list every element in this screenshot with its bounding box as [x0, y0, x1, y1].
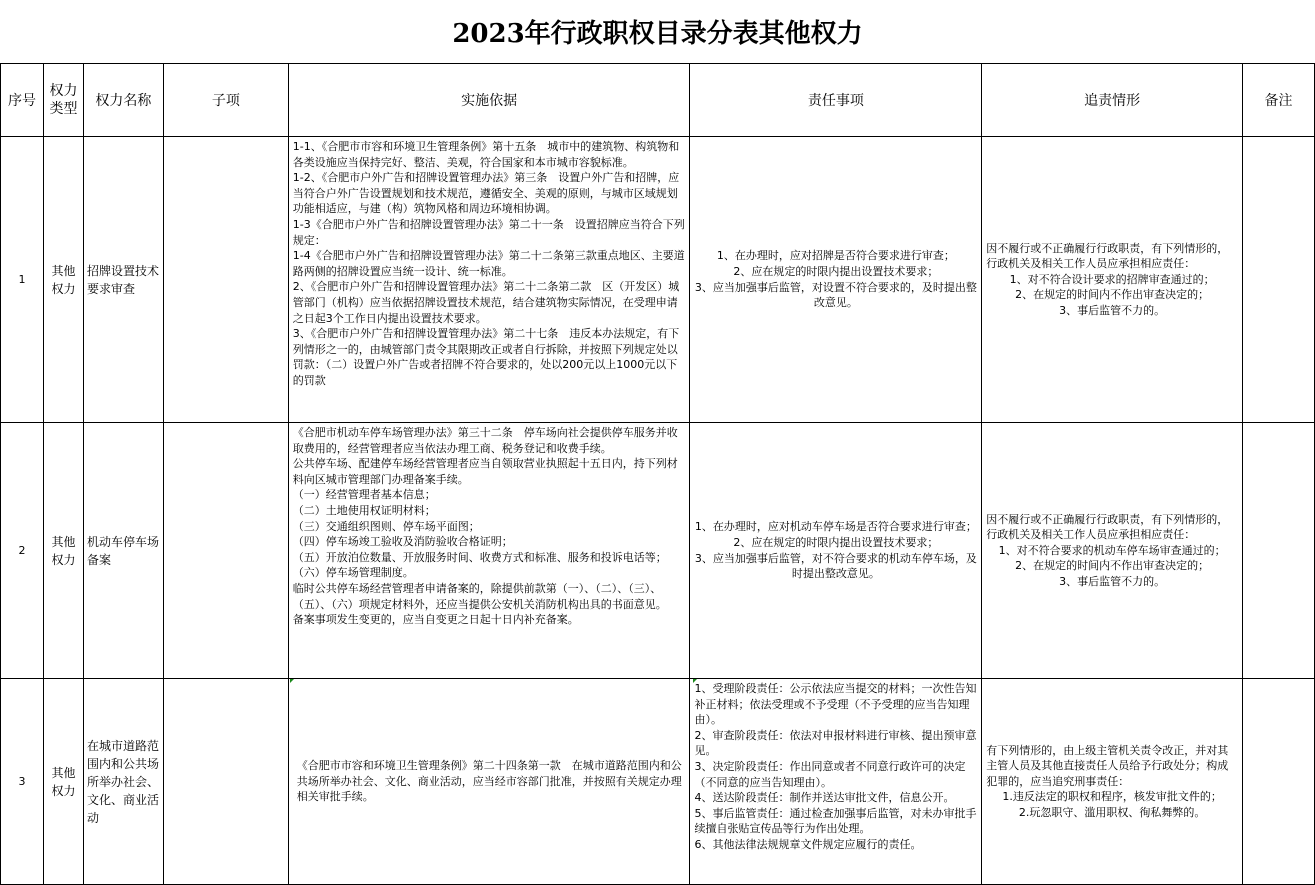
- table-row: [1, 679, 1315, 885]
- header-seq: 序号: [1, 64, 44, 137]
- accountability-line: 有下列情形的，由上级主管机关责令改正，并对其主管人员及其他直接责任人员给予行政处分；构成犯罪的，应当追究刑事责任：: [986, 743, 1229, 788]
- basis-line: （四）停车场竣工验收及消防验收合格证明；: [292, 535, 513, 549]
- row-subitem: [163, 137, 288, 423]
- basis-line: （五）开放泊位数量、开放服务时间、收费方式和标准、服务和投诉电话等；: [292, 550, 667, 564]
- accountability-line: 3、事后监管不力的。: [1059, 574, 1166, 588]
- basis-line: 1-1、《合肥市市容和环境卫生管理条例》第十五条 城市中的建筑物、构筑物和各类设施应当保持完好、整洁、美观，符合国家和本市城市容貌标准。: [292, 140, 680, 169]
- responsibility-line: 2、应在规定的时限内提出设置技术要求；: [733, 264, 939, 278]
- accountability-line: 2、在规定的时间内不作出审查决定的；: [1015, 559, 1210, 573]
- responsibility-line: 2、应在规定的时限内提出设置技术要求；: [733, 535, 939, 549]
- page-title: 2023年行政职权目录分表其他权力: [0, 0, 1315, 64]
- row-seq: 1: [1, 137, 44, 423]
- responsibility-line: 3、应当加强事后监管，对设置不符合要求的，及时提出整改意见。: [694, 280, 977, 310]
- basis-line: 临时公共停车场经营管理者申请备案的，除提供前款第（一）、（二）、（三）、（五）、（六）项规定材料外，还应当提供公安机关消防机构出具的书面意见。: [292, 581, 667, 611]
- accountability-line: 1、对不符合设计要求的招牌审查通过的；: [1009, 272, 1215, 286]
- header-responsibility: 责任事项: [690, 64, 982, 137]
- table-row: [1, 137, 1315, 423]
- row-seq: 2: [1, 423, 44, 679]
- accountability-line: 3、事后监管不力的。: [1059, 303, 1166, 317]
- row-name: 在城市道路范围内和公共场所举办社会、文化、商业活动: [83, 679, 163, 885]
- basis-line: 1-4《合肥市户外广告和招牌设置管理办法》第二十二条第三款重点地区、主要道路两侧的招牌设置应当统一设计、统一标准。: [292, 249, 685, 278]
- row-basis: [288, 423, 690, 679]
- row-type: 其他权力: [43, 137, 83, 423]
- row-seq: 3: [1, 679, 44, 885]
- row-accountability: [982, 423, 1243, 679]
- responsibility-line: 6、其他法律法规规章文件规定应履行的责任。: [694, 837, 922, 851]
- responsibility-line: 5、事后监管责任：通过检查加强事后监管，对未办审批手续擅自张贴宣传品等行为作出处理。: [694, 806, 977, 836]
- header-name: 权力名称: [83, 64, 163, 137]
- basis-line: 《合肥市市容和环境卫生管理条例》第二十四条第一款 在城市道路范围内和公共场所举办社会、文化、商业活动，应当经市容部门批准，并按照有关规定办理相关审批手续。: [296, 759, 682, 804]
- row-subitem: [163, 423, 288, 679]
- basis-line: （一）经营管理者基本信息；: [292, 488, 436, 502]
- row-remarks: [1243, 679, 1315, 885]
- table-row: [1, 423, 1315, 679]
- row-responsibility: [690, 679, 982, 885]
- basis-line: 1-2、《合肥市户外广告和招牌设置管理办法》第三条 设置户外广告和招牌，应当符合户外广告设置规划和技术规范，遵循安全、美观的原则，与城市区域规划功能相适应，与建（构）筑物风格和周边环境相协调。: [292, 171, 680, 216]
- row-name: 机动车停车场备案: [83, 423, 163, 679]
- basis-line: 1-3《合肥市户外广告和招牌设置管理办法》第二十一条 设置招牌应当符合下列规定：: [292, 217, 685, 247]
- header-remarks: 备注: [1243, 64, 1315, 137]
- row-accountability: [982, 679, 1243, 885]
- accountability-line: 因不履行或不正确履行行政职责，有下列情形的，行政机关及相关工作人员应承担相应责任：: [986, 512, 1229, 542]
- responsibility-line: 2、审查阶段责任：依法对申报材料进行审核、提出预审意见。: [694, 728, 977, 758]
- accountability-line: 因不履行或不正确履行行政职责，有下列情形的，行政机关及相关工作人员应承担相应责任：: [986, 241, 1229, 271]
- cell-comment-marker: [693, 679, 697, 683]
- row-name: 招牌设置技术要求审查: [83, 137, 163, 423]
- row-remarks: [1243, 137, 1315, 423]
- row-remarks: [1243, 423, 1315, 679]
- responsibility-line: 1、在办理时，应对机动车停车场是否符合要求进行审查；: [694, 520, 977, 534]
- accountability-line: 1.违反法定的职权和程序，核发审批文件的；: [1002, 790, 1222, 804]
- row-type: 其他权力: [43, 423, 83, 679]
- basis-line: 3、《合肥市户外广告和招牌设置管理办法》第二十七条 违反本办法规定，有下列情形之一的，由城管部门责令其限期改正或者自行拆除，并按照下列规定处以罚款：（二）设置户外广告或者招牌不符合要求的，处以200元以上1000元以下的罚款: [292, 327, 680, 387]
- row-responsibility: [690, 137, 982, 423]
- header-type: 权力类型: [43, 64, 83, 137]
- basis-line: （三）交通组织图则、停车场平面图；: [292, 519, 480, 533]
- header-basis: 实施依据: [288, 64, 690, 137]
- accountability-line: 2、在规定的时间内不作出审查决定的；: [1015, 288, 1210, 302]
- responsibility-line: 4、送达阶段责任：制作并送达审批文件，信息公开。: [694, 791, 955, 805]
- basis-line: 公共停车场、配建停车场经营管理者应当自领取营业执照起十五日内，持下列材料向区城市管理部门办理备案手续。: [292, 457, 678, 486]
- responsibility-line: 3、决定阶段责任：作出同意或者不同意行政许可的决定（不同意的应当告知理由）。: [694, 759, 966, 789]
- basis-line: （六）停车场管理制度。: [292, 566, 414, 580]
- header-accountability: 追责情形: [982, 64, 1243, 137]
- header-subitem: 子项: [163, 64, 288, 137]
- row-subitem: [163, 679, 288, 885]
- accountability-line: 1、对不符合要求的机动车停车场审查通过的；: [998, 543, 1226, 557]
- basis-line: 2、《合肥市户外广告和招牌设置管理办法》第二十二条第二款 区（开发区）城管部门（机构）应当依据招牌设置技术规范，结合建筑物实际情况，在受理申请之日起3个工作日内提出设置技术要求。: [292, 280, 680, 325]
- basis-line: 备案事项发生变更的，应当自变更之日起十日内补充备案。: [292, 613, 579, 627]
- accountability-line: 2.玩忽职守、滥用职权、徇私舞弊的。: [1018, 805, 1206, 819]
- row-responsibility: [690, 423, 982, 679]
- header-row: [1, 64, 1315, 137]
- responsibility-line: 3、应当加强事后监管，对不符合要求的机动车停车场，及时提出整改意见。: [694, 551, 977, 581]
- row-accountability: [982, 137, 1243, 423]
- cell-comment-marker: [290, 679, 294, 683]
- row-basis: [288, 137, 690, 423]
- responsibility-line: 1、受理阶段责任：公示依法应当提交的材料；一次性告知补正材料；依法受理或不予受理（不予受理的应当告知理由）。: [694, 682, 977, 727]
- row-basis: [288, 679, 690, 885]
- responsibility-line: 1、在办理时，应对招牌是否符合要求进行审查；: [716, 249, 955, 263]
- basis-line: 《合肥市机动车停车场管理办法》第三十二条 停车场向社会提供停车服务并收取费用的，经营管理者应当依法办理工商、税务登记和收费手续。: [292, 426, 678, 455]
- row-type: 其他权力: [43, 679, 83, 885]
- basis-line: （二）土地使用权证明材料；: [292, 503, 436, 517]
- power-catalog-table: [0, 63, 1315, 885]
